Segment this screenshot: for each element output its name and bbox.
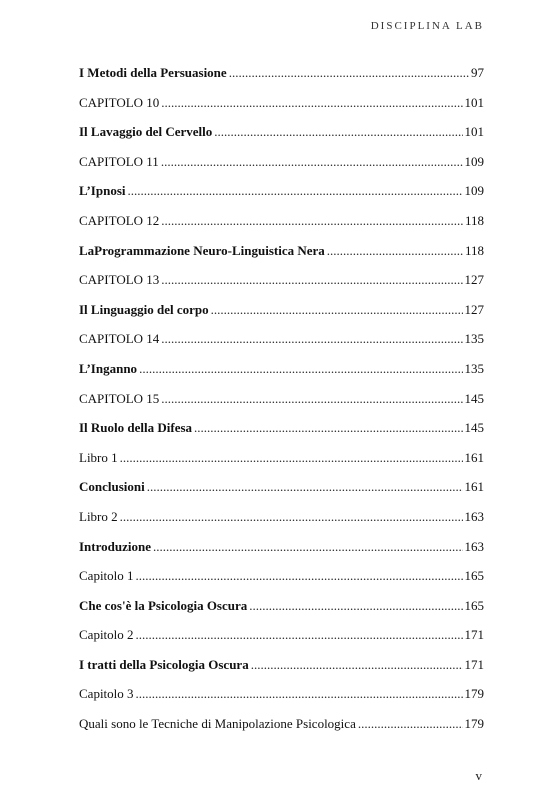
toc-entry-title: CAPITOLO 15 — [79, 390, 160, 406]
toc-entry[interactable] — [79, 502, 484, 532]
toc-dot-leader — [136, 561, 463, 591]
toc-dot-leader — [147, 472, 463, 502]
running-header: DISCIPLINA LAB — [370, 20, 484, 32]
toc-entry[interactable] — [79, 206, 484, 236]
toc-dot-leader — [139, 354, 462, 384]
toc-dot-leader — [229, 58, 469, 88]
toc-entry-page: 97 — [471, 65, 484, 80]
toc-entry-page: 145 — [464, 390, 484, 406]
toc-dot-leader — [120, 502, 463, 532]
toc-dot-leader — [251, 650, 463, 680]
toc-entry-page: 171 — [464, 656, 484, 672]
toc-entry[interactable] — [79, 532, 484, 562]
toc-entry[interactable] — [79, 384, 484, 414]
toc-entry-page: 118 — [464, 242, 484, 258]
toc-entry-title: Il Ruolo della Difesa — [79, 420, 193, 436]
toc-dot-leader — [161, 206, 463, 236]
toc-dot-leader — [161, 324, 462, 354]
toc-dot-leader — [214, 117, 462, 147]
toc-entry-title: Capitolo 1 — [79, 568, 134, 584]
toc-dot-leader — [249, 591, 462, 621]
toc-entry[interactable] — [79, 620, 484, 650]
toc-entry-page: 127 — [464, 301, 484, 317]
toc-entry-title: Introduzione — [79, 538, 151, 554]
table-of-contents — [79, 58, 484, 739]
toc-dot-leader — [327, 236, 463, 266]
toc-entry-title: Libro 2 — [79, 508, 118, 524]
toc-entry-title: I tratti della Psicologia Oscura — [79, 656, 249, 672]
toc-entry-title: CAPITOLO 10 — [79, 94, 160, 110]
toc-entry-title: LaProgrammazione Neuro-Linguistica Nera — [79, 242, 325, 258]
toc-entry-title: Libro 1 — [79, 449, 118, 465]
toc-dot-leader — [194, 413, 462, 443]
toc-dot-leader — [136, 620, 463, 650]
toc-entry[interactable] — [79, 324, 484, 354]
toc-entry-page: 109 — [464, 153, 484, 169]
toc-entry[interactable] — [79, 58, 484, 88]
toc-entry-page: 179 — [464, 686, 484, 702]
toc-entry-page: 101 — [464, 94, 484, 110]
toc-entry-page: 135 — [464, 331, 484, 347]
toc-entry-title: L’Ipnosi — [79, 183, 126, 199]
toc-entry-title: Quali sono le Tecniche di Manipolazione Psicologica — [79, 716, 356, 732]
toc-entry[interactable] — [79, 176, 484, 206]
toc-entry[interactable] — [79, 413, 484, 443]
toc-entry[interactable] — [79, 354, 484, 384]
toc-entry[interactable] — [79, 443, 484, 473]
toc-entry[interactable] — [79, 709, 484, 739]
toc-entry-page: 127 — [464, 272, 484, 288]
toc-dot-leader — [128, 176, 463, 206]
toc-dot-leader — [120, 443, 463, 473]
toc-entry-page: 179 — [464, 716, 484, 732]
toc-entry[interactable] — [79, 236, 484, 266]
toc-entry-page: 161 — [464, 479, 484, 495]
page-number: v — [475, 768, 482, 783]
toc-dot-leader — [161, 265, 462, 295]
toc-dot-leader — [358, 709, 463, 739]
toc-entry[interactable] — [79, 472, 484, 502]
toc-entry-title: CAPITOLO 13 — [79, 272, 160, 288]
toc-dot-leader — [161, 88, 462, 118]
toc-entry-title: Capitolo 3 — [79, 686, 134, 702]
toc-entry[interactable] — [79, 650, 484, 680]
toc-entry[interactable] — [79, 679, 484, 709]
toc-dot-leader — [161, 147, 463, 177]
toc-entry-title: Che cos'è la Psicologia Oscura — [79, 597, 248, 613]
toc-entry-page: 163 — [464, 508, 484, 524]
toc-entry-page: 163 — [464, 538, 484, 554]
toc-entry-page: 145 — [464, 420, 484, 436]
toc-entry[interactable] — [79, 295, 484, 325]
toc-entry-page: 135 — [464, 360, 484, 376]
toc-entry-title: Il Lavaggio del Cervello — [79, 124, 213, 140]
toc-entry-title: CAPITOLO 11 — [79, 153, 159, 169]
toc-entry[interactable] — [79, 117, 484, 147]
toc-dot-leader — [153, 532, 463, 562]
toc-entry-title: CAPITOLO 14 — [79, 331, 160, 347]
toc-entry-page: 165 — [464, 568, 484, 584]
toc-entry[interactable] — [79, 561, 484, 591]
toc-entry-page: 118 — [464, 212, 484, 228]
toc-entry-page: 101 — [464, 124, 484, 140]
toc-entry-title: L’Inganno — [79, 360, 138, 376]
toc-dot-leader — [136, 679, 463, 709]
toc-entry[interactable] — [79, 147, 484, 177]
toc-dot-leader — [211, 295, 463, 325]
toc-entry-title: Il Linguaggio del corpo — [79, 301, 209, 317]
toc-entry-title: Conclusioni — [79, 479, 145, 495]
toc-entry-page: 109 — [464, 183, 484, 199]
toc-entry-page: 161 — [464, 449, 484, 465]
toc-entry-title: I Metodi della Persuasione — [79, 65, 227, 80]
toc-entry[interactable] — [79, 265, 484, 295]
toc-entry-page: 165 — [464, 597, 484, 613]
toc-entry[interactable] — [79, 88, 484, 118]
toc-entry-title: Capitolo 2 — [79, 627, 134, 643]
toc-dot-leader — [161, 384, 462, 414]
toc-entry-title: CAPITOLO 12 — [79, 212, 160, 228]
toc-entry-page: 171 — [464, 627, 484, 643]
toc-entry[interactable] — [79, 591, 484, 621]
